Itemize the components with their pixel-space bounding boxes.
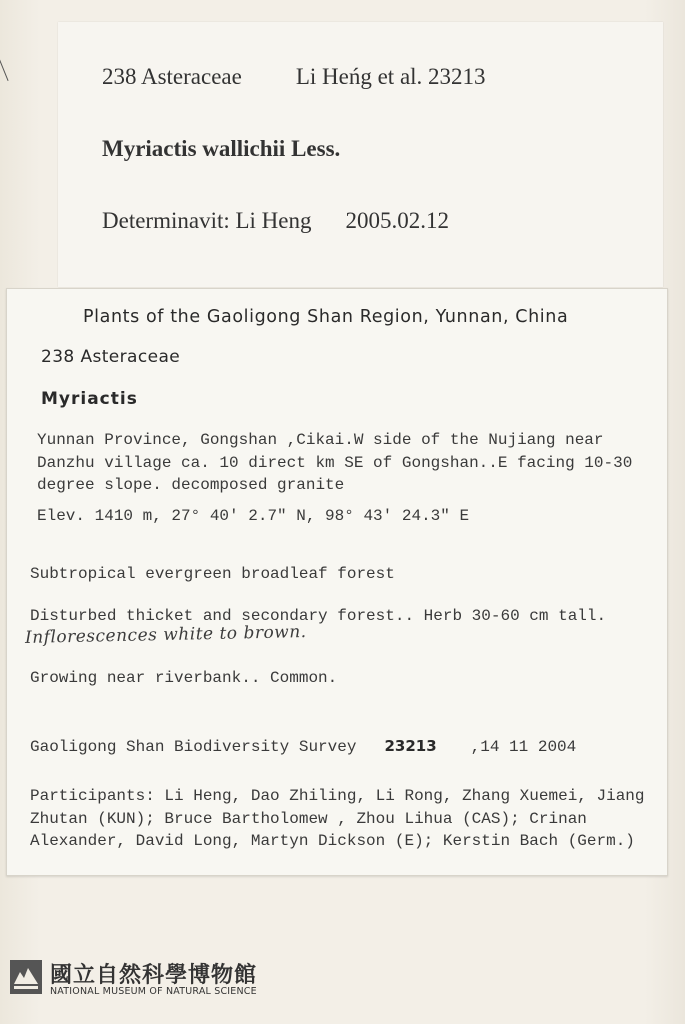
label-title: Plants of the Gaoligong Shan Region, Yunnan, China <box>83 307 569 327</box>
locality-line: degree slope. decomposed granite <box>37 476 345 494</box>
det-determiner: Determinavit: Li Heng <box>102 208 312 233</box>
label-survey <box>30 737 576 756</box>
label-growing: Growing near riverbank.. Common. <box>30 669 338 687</box>
label-locality <box>37 429 632 497</box>
label-genus: Myriactis <box>41 389 138 409</box>
locality-line: Yunnan Province, Gongshan ,Cikai.W side of the Nujiang near <box>37 431 604 449</box>
museum-name-chinese: 國立自然科學博物館 <box>50 963 258 988</box>
label-participants <box>30 785 645 853</box>
collection-label <box>6 288 668 876</box>
det-family: 238 Asteraceae <box>102 64 242 89</box>
label-habitat: Subtropical evergreen broadleaf forest <box>30 565 395 583</box>
label-elevation: Elev. 1410 m, 27° 40′ 2.7″ N, 98° 43′ 24.3″ E <box>37 507 470 525</box>
det-collector-number: Li Heńg et al. 23213 <box>295 64 486 89</box>
participants-line: Participants: Li Heng, Dao Zhiling, Li Rong, Zhang Xuemei, Jiang <box>30 787 645 805</box>
label-family: 238 Asteraceae <box>41 347 181 367</box>
det-determiner-line <box>102 208 449 234</box>
label-description: Disturbed thicket and secondary forest.. Herb 30-60 cm tall. <box>30 607 607 625</box>
survey-date: ,14 11 2004 <box>470 738 577 756</box>
det-taxon: Myriactis wallichii Less. <box>102 136 341 161</box>
locality-line: Danzhu village ca. 10 direct km SE of Gongshan..E facing 10-30 <box>37 453 633 472</box>
participants-line: Alexander, David Long, Martyn Dickson (E); Kerstin Bach (Germ.) <box>30 832 635 850</box>
det-header <box>102 64 486 90</box>
museum-name-english: NATIONAL MUSEUM OF NATURAL SCIENCE <box>50 986 257 997</box>
det-date: 2005.02.12 <box>345 208 449 233</box>
survey-name: Gaoligong Shan Biodiversity Survey <box>30 738 357 756</box>
museum-logo-icon <box>10 960 42 994</box>
survey-number: 23213 <box>384 737 437 755</box>
handwritten-note: Inflorescences white to brown. <box>24 622 307 648</box>
determination-label <box>58 22 663 287</box>
participants-line: Zhutan (KUN); Bruce Bartholomew , Zhou Lihua (CAS); Crinan <box>30 809 587 828</box>
